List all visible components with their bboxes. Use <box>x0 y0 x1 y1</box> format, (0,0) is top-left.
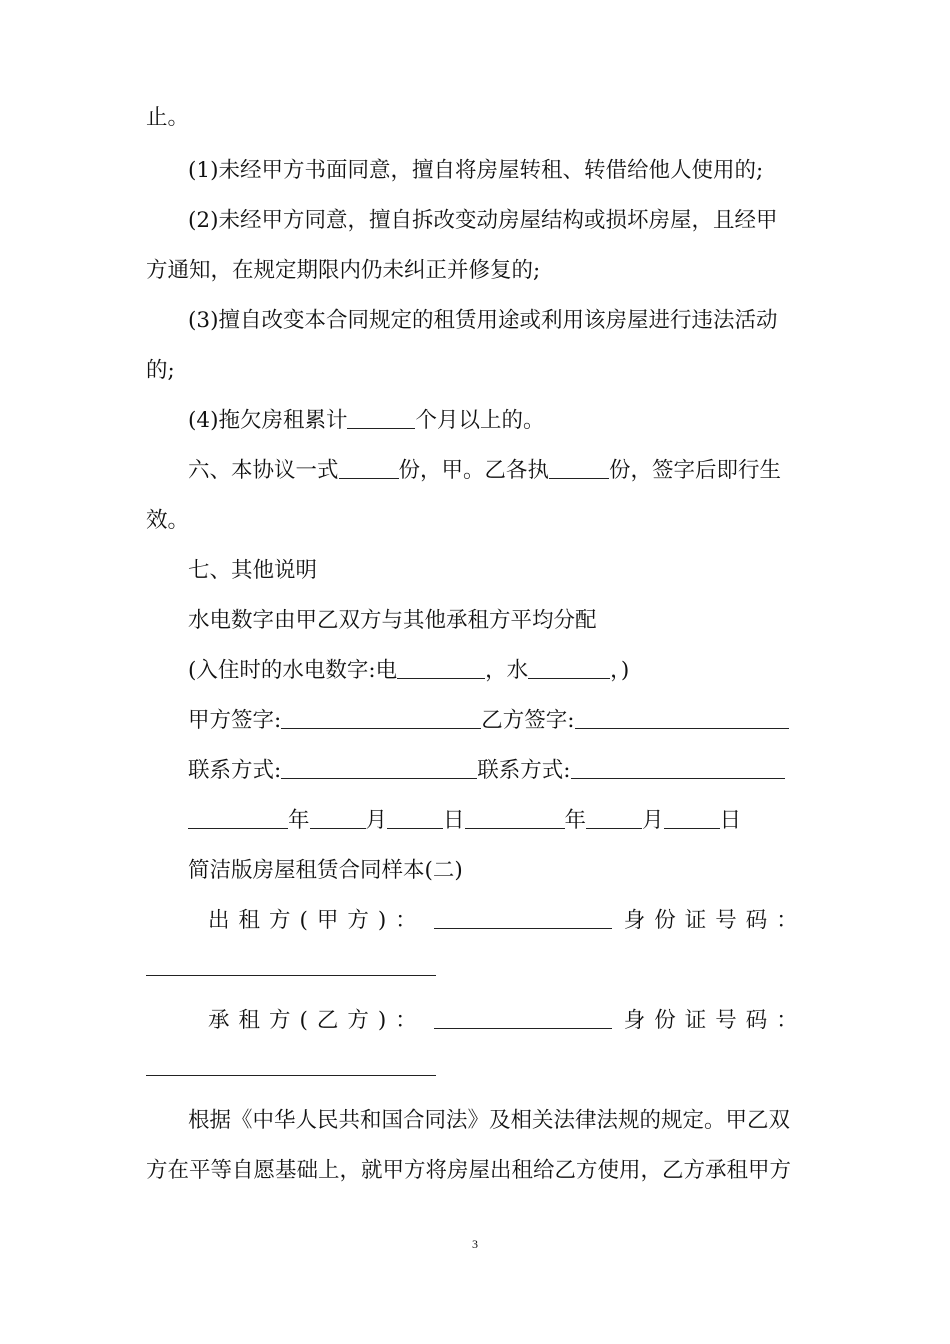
blank-line <box>465 806 565 829</box>
section-seven-heading: 七、其他说明 <box>188 558 318 583</box>
lessor-line: 出租方(甲方)： 身份证号码： <box>208 908 807 933</box>
lessee-line: 承租方(乙方)： 身份证号码： <box>208 1008 807 1033</box>
blank-line <box>586 806 642 829</box>
paragraph-line: 止。 <box>146 105 190 130</box>
blank-line <box>347 406 415 429</box>
clause-item-2: (2)未经甲方同意，擅自拆改变动房屋结构或损坏房屋，且经甲 <box>188 208 778 233</box>
blank-line <box>146 1075 436 1076</box>
blank-line <box>146 975 436 976</box>
body-paragraph-cont: 方在平等自愿基础上，就甲方将房屋出租给乙方使用，乙方承租甲方 <box>146 1158 792 1183</box>
clause-item-4: (4)拖欠房租累计 个月以上的。 <box>188 408 545 433</box>
blank-line <box>281 756 477 779</box>
blank-line <box>434 1006 612 1029</box>
blank-line <box>310 806 366 829</box>
clause-item-2-cont: 方通知，在规定期限内仍未纠正并修复的; <box>146 258 541 283</box>
blank-line <box>528 656 610 679</box>
sample-heading: 简洁版房屋租赁合同样本(二) <box>188 858 463 883</box>
blank-line <box>571 756 785 779</box>
blank-line <box>549 456 609 479</box>
utilities-readings: (入住时的水电数字:电 ，水 ，) <box>188 658 630 683</box>
blank-line <box>575 706 789 729</box>
blank-line <box>664 806 720 829</box>
contact-line: 联系方式: 联系方式: <box>0 756 950 786</box>
date-line: 年 月 日 年 月 日 <box>0 806 950 836</box>
clause-item-1: (1)未经甲方书面同意，擅自将房屋转租、转借给他人使用的; <box>188 158 764 183</box>
blank-line <box>387 806 443 829</box>
clause-item-3: (3)擅自改变本合同规定的租赁用途或利用该房屋进行违法活动 <box>188 308 778 333</box>
section-six: 六、本协议一式 份，甲。乙各执 份，签字后即行生 <box>188 458 782 483</box>
blank-line <box>281 706 481 729</box>
blank-line <box>434 906 612 929</box>
body-paragraph: 根据《中华人民共和国合同法》及相关法律法规的规定。甲乙双 <box>188 1108 791 1133</box>
clause-item-3-cont: 的; <box>146 358 175 383</box>
blank-line <box>188 806 288 829</box>
signature-line: 甲方签字: 乙方签字: <box>0 706 950 736</box>
blank-line <box>339 456 399 479</box>
utilities-note: 水电数字由甲乙双方与其他承租方平均分配 <box>188 608 597 633</box>
page-number: 3 <box>472 1237 478 1251</box>
section-six-cont: 效。 <box>146 508 190 533</box>
blank-line <box>397 656 485 679</box>
